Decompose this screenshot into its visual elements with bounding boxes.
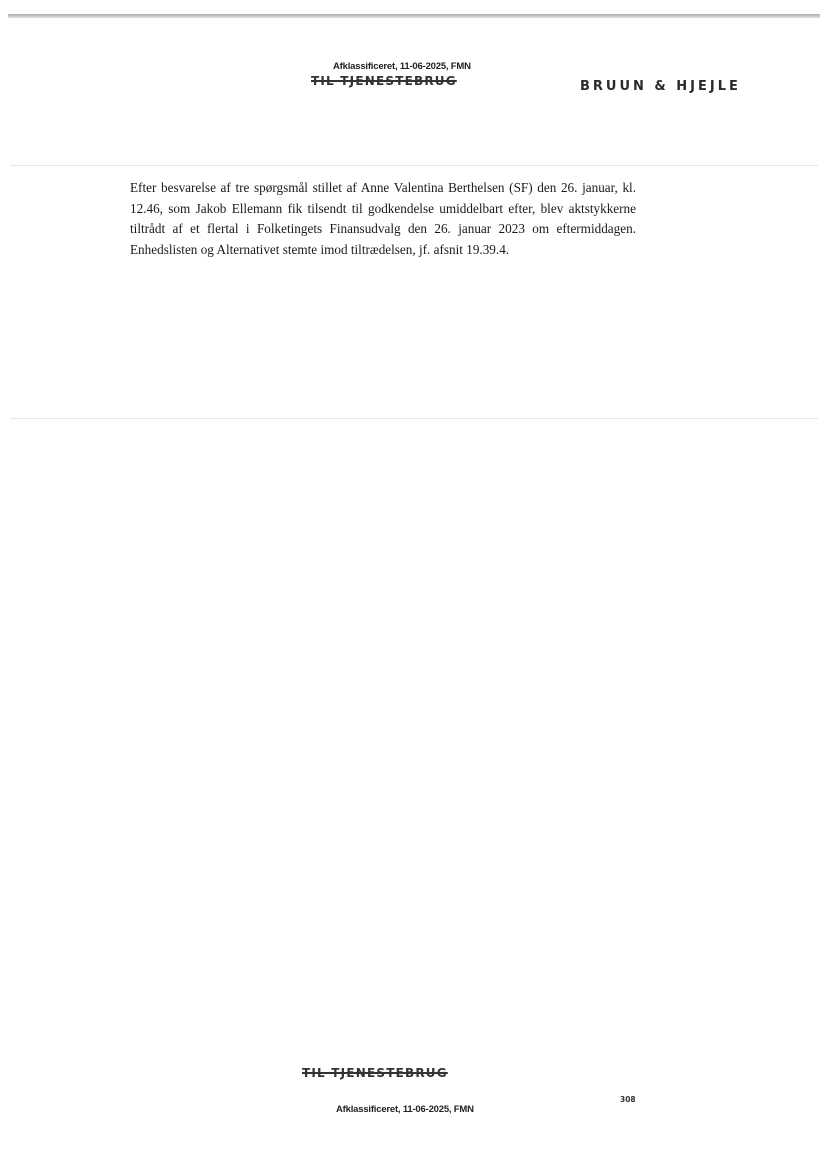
header-classification-stamp: TIL TJENESTEBRUG: [311, 74, 457, 88]
body-paragraph: Efter besvarelse af tre spørgsmål stillet af Anne Valentina Berthelsen (SF) den 26. januar, kl. 12.46, som Jakob Ellemann fik tilsendt til godkendelse umiddelbart efter, blev aktstykkerne tiltrådt af et flertal i Folketingets Finansudvalg den 26. januar 2023 om eftermiddagen. Enhedslisten og Alternativet stemte imod tiltrædelsen, jf. afsnit 19.39.4.: [130, 180, 636, 257]
scan-edge: [8, 14, 820, 18]
fold-line: [10, 165, 818, 166]
footer-declassified-stamp: Afklassificeret, 11-06-2025, FMN: [336, 1104, 474, 1115]
page-number: 308: [620, 1095, 636, 1104]
brand-logo: BRUUN & HJEJLE: [580, 79, 741, 94]
footer-classification-stamp: TIL TJENESTEBRUG: [302, 1066, 448, 1080]
fold-line: [10, 418, 818, 419]
header-declassified-stamp: Afklassificeret, 11-06-2025, FMN: [333, 61, 471, 72]
